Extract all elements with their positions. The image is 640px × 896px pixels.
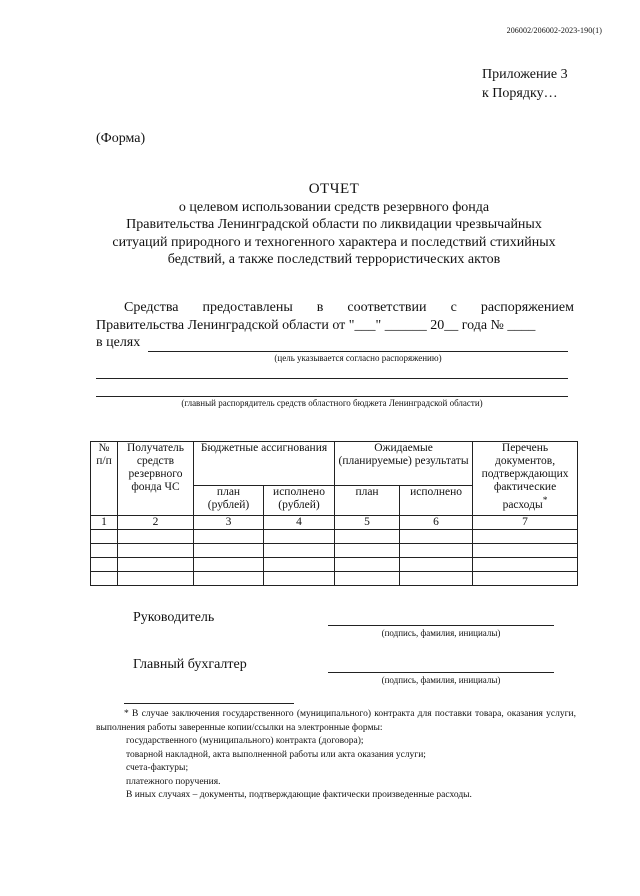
- title-head: ОТЧЕТ: [308, 181, 360, 197]
- paragraph-line-2: Правительства Ленинградской области от "___" ______ 20__ года № ____: [96, 317, 536, 333]
- footnote-item: платежного поручения.: [126, 776, 221, 787]
- word: в: [316, 300, 324, 315]
- purpose-field-line-2[interactable]: [96, 378, 568, 379]
- title-line-4: бедствий, а также последствий террористических актов: [167, 252, 501, 267]
- annex-reference: [482, 65, 568, 103]
- document-id: 206002/206002-2023-190(1): [506, 26, 602, 35]
- subheader-done-2: исполнено: [400, 486, 473, 516]
- form-label: (Форма): [96, 131, 146, 146]
- paragraph-line-3: в целях: [96, 335, 141, 350]
- header-number: № п/п: [91, 442, 118, 516]
- manager-hint: (главный распорядитель средств областного бюджета Ленинградской области): [181, 398, 483, 408]
- col-number: 4: [264, 516, 335, 530]
- col-number: 5: [335, 516, 400, 530]
- footnote-last: В иных случаях – документы, подтверждающие фактически произведенные расходы.: [126, 790, 472, 800]
- head-signature-hint: (подпись, фамилия, инициалы): [381, 628, 501, 638]
- paragraph-line-1: [96, 299, 574, 317]
- col-number: 2: [118, 516, 194, 530]
- footnote-mark: *: [542, 495, 548, 506]
- accountant-signature-label: Главный бухгалтер: [133, 657, 247, 672]
- col-number: 3: [194, 516, 264, 530]
- title-line-2: Правительства Ленинградской области по ликвидации чрезвычайных: [126, 217, 542, 232]
- purpose-field-line[interactable]: [148, 351, 568, 352]
- head-signature-line[interactable]: [328, 625, 554, 626]
- footnote-item: счета-фактуры;: [126, 763, 189, 773]
- table-row[interactable]: [91, 530, 578, 544]
- col-number: 6: [400, 516, 473, 530]
- accountant-signature-line[interactable]: [328, 672, 554, 673]
- head-signature-label: Руководитель: [133, 610, 215, 625]
- word: Средства: [124, 300, 179, 315]
- subheader-plan: план (рублей): [194, 486, 264, 516]
- title-line-1: о целевом использовании средств резервного фонда: [178, 199, 490, 215]
- word: предоставлены: [202, 300, 293, 315]
- manager-field-line[interactable]: [96, 396, 568, 397]
- footnote: [96, 708, 576, 803]
- header-documents-text: Перечень документов, подтверждающих фактические расходы: [481, 442, 569, 511]
- footnote-first: * В случае заключения государственного (муниципального) контракта для поставки товара, оказания услуги, выполнения работы заверенные копии/ссылки на электронные формы:: [96, 709, 576, 733]
- report-table: [90, 441, 578, 586]
- purpose-hint: (цель указывается согласно распоряжению): [274, 353, 442, 363]
- word: распоряжением: [480, 300, 574, 315]
- footnote-separator: [124, 703, 294, 704]
- header-expected: Ожидаемые (планируемые) результаты: [335, 442, 473, 486]
- col-number: 1: [91, 516, 118, 530]
- header-documents: [473, 442, 578, 516]
- annex-line-2: к Порядку…: [482, 86, 558, 101]
- title-line-3: ситуаций природного и техногенного характера и последствий стихийных: [112, 234, 556, 250]
- funding-paragraph: [96, 299, 574, 352]
- accountant-signature-hint: (подпись, фамилия, инициалы): [381, 675, 501, 685]
- subheader-done: исполнено (рублей): [264, 486, 335, 516]
- header-recipient: Получатель средств резервного фонда ЧС: [118, 442, 194, 516]
- report-title: [96, 181, 572, 269]
- footnote-item: товарной накладной, акта выполненной работы или акта оказания услуги;: [126, 749, 426, 760]
- table-row[interactable]: [91, 558, 578, 572]
- annex-line-1: Приложение 3: [482, 67, 568, 82]
- word: с: [450, 300, 457, 315]
- subheader-plan-2: план: [335, 486, 400, 516]
- word: соответствии: [347, 300, 427, 315]
- header-budget: Бюджетные ассигнования: [194, 442, 335, 486]
- column-numbers-row: [91, 516, 578, 530]
- footnote-item: государственного (муниципального) контракта (договора);: [126, 736, 364, 746]
- table-row[interactable]: [91, 572, 578, 586]
- col-number: 7: [473, 516, 578, 530]
- table-row[interactable]: [91, 544, 578, 558]
